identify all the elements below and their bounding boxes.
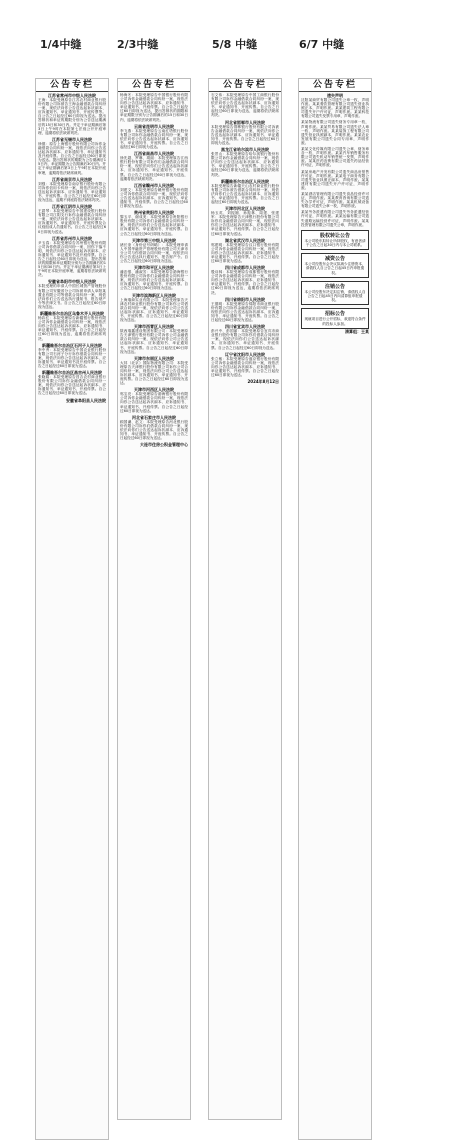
notice-entry [301,93,369,118]
court-name: 湖北省武汉市人民法院 [225,237,265,243]
notice-text: 张晓娟：本院受理原告昌吉农村商业银行股份有限公司诉你金融借款合同纠纷一案，现依法向你公告送达起诉状副本、应诉通知书、举证通知书、开庭传票。自公告之日起经过60日即视为送达。 [38,375,106,396]
notice-text: 徐德：原告上海银行股份有限公司诉你金融借款合同纠纷一案，现依法向你公告送达起诉状副本、应诉通知书、举证通知书及开庭传票。自公告之日起经过60日即视为送达。提出答辩状的期限为公告期满后15日内，举证期限为公告期满后30日内。并定于举证期满后第3日上午9时在本院开庭审理，逾期将依法缺席裁判。 [38,141,106,175]
notice-text: 某某劳务派遣有限公司遗失劳务派遣经营许可证，声明作废。某某运输有限公司遗失道路运输经营许可证，声明作废。某某投资管理有限公司遗失公章，声明作废。 [301,210,369,227]
court-name: 新疆维吾尔自治区昌吉州人民法院 [42,370,102,376]
notice-text: 本院受理原告邯郸银行股份有限公司诉被告金融借款合同纠纷一案，现依法向你公告送达起诉状副本、应诉通知书、举证通知书、开庭传票。自公告之日起经过60日即视为送达。 [211,124,279,145]
notice-entry [120,356,188,386]
signature: 清算组：王某 [345,328,369,334]
notice-entry [120,387,188,412]
column-body [36,92,108,404]
notice-entry [301,192,369,208]
notice-text: 郭建明：本院受理原告汉口银行股份有限公司诉你金融借款合同纠纷一案，现依法向你公告送达起诉状副本、应诉通知书、举证通知书、开庭传票。自公告之日起经过60日即视为送达。 [211,242,279,263]
court-name: 四川省宜宾市人民法院 [225,324,265,330]
column-header: 公告专栏 [209,79,281,92]
notice-entry [38,137,106,175]
gutter-label-6-7: 6/7 中缝 [299,38,345,51]
court-name: 天津市和平区人民法院 [134,265,174,271]
notice-entry [211,265,279,295]
notice-entry [211,324,279,349]
notice-entry [120,415,188,440]
notice-entry [38,204,106,234]
notice-text: 王碧琴：本院受理原告中国建设银行股份有限公司江阴支行诉你金融借款合同纠纷一案，现依法向你公告送达起诉状副本、应诉通知书、举证通知书、开庭传票及合议庭组成人员通知书。自公告之日起经过60日即视为送达。 [38,209,106,234]
ad-title: 招标公告 [324,311,345,318]
notice-entry [211,93,279,118]
notice-text: 杨海冬：本院受理原告中国银行股份有限公司诉你金融借款合同纠纷一案，现依法向你公告送达起诉状副本、应诉通知书、举证通知书、开庭传票。自公告之日起经过60日即视为送达，提出答辩状的期限和举证期限分别为公告期满后的15日和30日内，逾期将依法缺席判决。 [120,93,188,122]
notice-text: 黎玉平、谢成美：本院受理原告贵阳银行股份有限公司诉你们金融借款合同纠纷一案，现依法向你们公告送达起诉状副本、应诉通知书、举证通知书、开庭传票。自公告之日起经过60日即视为送达。 [120,215,188,236]
column-header: 公告专栏 [118,79,190,92]
notice-entry [211,352,279,377]
notice-text: 李中秀：本院受理原告中国农业银行股份有限公司石河子分行诉你借款合同纠纷一案，现依法向你公告送达起诉状副本、应诉通知书、举证通知书及开庭传票。自公告之日起经过60日即视为送达。 [38,347,106,368]
court-name: 江苏省常州市中级人民法院 [48,93,96,98]
notice-entry [120,183,188,208]
notice-entry [211,238,279,263]
gutter-column-1-4 [35,78,109,1140]
notice-text: 褚长奎（身份证号码略）：本院受理申请人中国华融资产管理股份有限公司天津市分公司与你借款合同纠纷一案，现依法向你公告送达执行通知书、报告财产令。自公告之日起经过60日即视为送达。 [120,242,188,263]
ad-box [301,308,369,328]
notice-text: 某某房地产开发有限公司遗失商品房预售许可证，声明作废。某某电子商务有限公司遗失营业执照正副本，声明作废。某某建材有限公司遗失开户许可证，声明作废。 [301,169,369,190]
court-name: 新疆维吾尔自治区人民法院 [221,178,269,184]
ad-text: 本公司经股东会决议拟减少注册资本，请债权人自公告之日起45日内申报债权。 [304,262,366,275]
court-name: 四川省成都市人民法院 [225,265,265,271]
court-name: 遗失声明 [327,93,343,98]
notice-entry [38,279,106,309]
notice-text: 张景山：本院受理原告哈尔滨银行股份有限公司诉你金融借款合同纠纷一案，现依法向你公告送达起诉状副本、应诉通知书、举证通知书、开庭传票。自公告之日起经过60日即视为送达，逾期将依法缺席判决。 [211,152,279,177]
court-name: 新疆维吾尔自治区石河子人民法院 [42,342,102,348]
column-body [299,92,371,335]
notice-entry [301,120,369,145]
notice-text: 王海：本院受理原告江苏农村商业银行股份有限公司诉被告王海金融借款合同纠纷一案，现依法向你公告送达起诉状副本、应诉通知书、举证通知书、开庭传票等。自公告之日起经过60日即视为送达。提出答辩状和举证的期限分别为公告送达期满后的15日和30日内。并定于举证期满后第3日上午9时在本院第七法庭公开开庭审理，逾期将依法缺席判决。 [38,98,106,135]
court-name: 天津市滨海新区人民法院 [132,292,176,298]
ad-box [301,281,369,306]
notice-entry [211,120,279,145]
notice-entry [211,297,279,322]
gutter-label-2-3: 2/3中缝 [117,38,159,51]
column-header: 公告专栏 [299,79,371,92]
notice-text: 石文伟：本院受理原告中国工商银行股份有限公司诉你金融借款合同纠纷一案，现依法向你公告送达起诉状副本、应诉通知书、举证通知书、开庭传票。自公告之日起经过60日即视为送达，逾期将依法缺席判决。 [211,93,279,118]
notice-entry [120,238,188,263]
court-name: 云南省昆明市人民法院 [134,123,174,129]
court-name: 天津市第三中级人民法院 [132,237,176,243]
notice-entry [120,265,188,290]
signature: 安徽省阜阳县人民法院 [66,397,106,403]
court-name: 天津市西青区人民法院 [134,324,174,330]
ad-box [301,230,369,250]
notice-entry [301,170,369,190]
notice-entry [38,236,106,278]
notice-text: 陕西瑞鑫建设集团有限公司：本院受理原告天津银行股份有限公司诉你公司金融借款合同纠纷一案，现依法向你公司公告送达起诉状副本、应诉通知书、举证通知书、开庭传票。自公告之日起经过60日即视为送达。 [120,329,188,354]
notice-text: 某某文化传媒有限公司遗失公章、财务章各一枚，声明作废。某某汽车销售服务有限公司遗失机动车销售统一发票，声明作废。某某医药连锁有限公司遗失药品经营许可证，声明作废。 [301,147,369,168]
gutter-column-5-8 [208,78,282,1120]
notice-entry [211,147,279,177]
ad-text: 现就项目进行公开招标，欢迎符合条件的投标人参加。 [304,317,366,326]
court-name: 江苏省江阴市人民法院 [52,204,92,210]
notice-text: 尹玉春：本院受理原告苏州银行股份有限公司诉你借款合同纠纷一案，因你下落不明，现依法向你公告送达起诉状副本、应诉通知书、举证通知书及开庭传票。自公告之日起经过60日即视为送达，提出答辩状的期限和举证期限分别为公告期满后的15日和30日内。并定于举证期满后第3日上午9时在本院开庭审理，逾期将依法缺席判决。 [38,240,106,278]
court-name: 江苏省无锡市人民法院 [52,136,92,142]
notice-text: 某某酒店管理有限公司遗失食品经营许可证，声明作废。某某教育咨询有限公司遗失办学许可证，声明作废。某某机械设备有限公司遗失公章一枚，声明作废。 [301,191,369,209]
notice-text: 杨玉英、刘振刚、孙振林、周建、张建军：本院受理原告天津银行股份有限公司诉你们金融借款合同纠纷一案，现依法向你们公告送达起诉状副本、应诉通知书、举证通知书、开庭传票。自公告之日起经过60日即视为送达。 [211,211,279,236]
gutter-column-6-7 [298,78,372,1140]
court-name: 江苏省南京市人民法院 [52,176,92,182]
court-name: 江西省南昌市人民法院 [134,151,174,157]
notice-text: 彭兴中、彭国丽：本院受理原告宜宾市商业银行股份有限公司诉你们借款合同纠纷一案，现依法向你们公告送达起诉状副本、应诉通知书、举证通知书、开庭传票。自公告之日起经过60日即视为送达。 [211,329,279,350]
notice-entry [38,93,106,135]
ad-title: 股权转让公告 [319,232,350,239]
ad-text: 本公司股东拟转让所持股权，有意者请于公告之日起30日内与本公司联系。 [304,238,366,247]
notice-text: 本院受理的申请人中国长城资产管理股份有限公司安徽省分公司诉被申请人阜阳某置业有限公司等借款合同纠纷一案，现依法向你们公告送达执行通知书、报告财产令等法律文书。自公告之日起经过60日即视为送达。 [38,284,106,309]
ad-title: 减资公告 [324,256,345,263]
notice-entry [120,124,188,149]
notice-text: 刘建文：本院受理原告赣州银行股份有限公司诉你借款合同纠纷一案，现依法向你公告送达起诉状副本、应诉通知书、举证通知书、开庭传票。自公告之日起经过60日即视为送达。 [120,187,188,209]
notice-entry [38,177,106,202]
court-name: 江西省赣州市人民法院 [134,182,174,188]
notice-text: 郭宝亮：本院受理原告渤海银行股份有限公司诉你金融借款合同纠纷一案，现依法向你公告送达起诉状副本、应诉通知书、举证通知书、开庭传票。自公告之日起经过60日即视为送达。 [120,392,188,413]
ad-title: 注销公告 [324,283,345,290]
notice-entry [301,147,369,167]
column-body [209,92,281,385]
notice-entry [38,343,106,368]
ad-text: 本公司经股东决定拟注销，请债权人自公告之日起45日内向清算组申报债权。 [304,289,366,303]
notice-entry [120,210,188,235]
court-name: 新疆维吾尔自治区乌鲁木齐人民法院 [40,311,104,317]
court-name: 天津市河北区人民法院 [225,206,265,212]
signature: 大连市住房公积金管理中心 [140,442,188,448]
court-name: 河北省邯郸市人民法院 [225,119,265,125]
column-header: 公告专栏 [36,79,108,92]
notice-text: 大邦（北京）国际物流有限公司：本院受理原告天津银行股份有限公司诉你公司合同纠纷一案，现依法向你公司公告送达起诉状副本、应诉通知书、举证通知书、开庭传票。自公告之日起经过60日即视为送达。 [120,360,188,386]
gutter-label-1-4: 1/4中缝 [40,38,82,51]
notice-text: 殷诗林：本院受理原告成都银行股份有限公司诉你金融借款合同纠纷一案，现依法向你公告送达起诉状副本、应诉通知书、举证通知书、开庭传票。自公告之日起经过60日即视为送达，逾期将依法缺席判决。 [211,270,279,295]
notice-text: 王德明：本院受理原告绵阳市商业银行股份有限公司诉你金融借款合同纠纷一案，现依法向你公告送达起诉状副本、应诉通知书、举证通知书、开庭传票。自公告之日起经过60日即视为送达。 [211,301,279,323]
notice-entry [211,206,279,236]
notice-text: 刘强：本院受理原告南京银行股份有限公司诉你信用卡纠纷一案，现依法向你公告送达起诉状副本、应诉通知书、举证通知书、开庭传票。自公告之日起经过60日即视为送达，逾期不到庭将依法缺席判决。 [38,181,106,202]
notice-text: 潘忠强、潘淑芳：本院受理原告渤海银行股份有限公司诉你们金融借款合同纠纷一案，现依法向你们公告送达起诉状副本、应诉通知书、举证通知书、开庭传票。自公告之日起经过60日即视为送达。 [120,270,188,291]
notice-text: 顾国谦、赵文：本院受理原告河北银行股份有限公司诉你们借款合同纠纷一案，现依法向你们公告送达起诉状副本、应诉通知书、举证通知书、开庭传票。自公告之日起经过60日即视为送达。 [120,419,188,441]
notice-entry [301,210,369,226]
notice-entry [211,179,279,204]
court-name: 河北省石家庄市人民法院 [132,414,176,420]
court-name: 安徽省阜阳市中级人民法院 [48,279,96,285]
gutter-column-2-3 [117,78,191,1120]
notice-text: 徐先超、罗琳、胡丽：本院受理原告江西银行股份有限公司诉你们金融借款合同纠纷一案，现依法向你们公告送达起诉状副本、应诉通知书、举证通知书、开庭传票。自公告之日起经过60日即视为送达，逾期将依法缺席判决。 [120,156,188,181]
notice-text: 某某物流有限公司遗失财务专用章一枚，声明作废。某某贸易有限公司遗失法人章一枚，声明作废。某某装饰工程有限公司遗失营业执照副本，声明作废。某某农业发展有限公司遗失合同专用章，声明作废。 [301,120,369,145]
signature: 2024年8月12日 [247,379,279,385]
column-body [118,92,190,448]
court-name: 天津市河西区人民法院 [134,387,174,393]
notice-text: 李飞燕：本院受理原告云南红塔银行股份有限公司诉你金融借款合同纠纷一案，现依法向你公告送达起诉状副本、应诉通知书、举证通知书、开庭传票。自公告之日起经过60日即视为送达。 [120,128,188,150]
court-name: 江苏省苏州市人民法院 [52,235,92,241]
court-name: 贵州省贵阳市人民法院 [134,210,174,216]
notice-text: 杨彩红：本院受理原告新疆银行股份有限公司诉你金融借款合同纠纷一案，现依法向你公告送达起诉状副本、应诉通知书、举证通知书、开庭传票。自公告之日起经过60日即视为送达，逾期将依法缺席判决。 [38,316,106,341]
ad-box [301,253,369,278]
notice-entry [120,324,188,354]
court-name: 天津市东丽区人民法院 [134,355,174,361]
notice-text: 沈阳某商贸有限公司遗失公章一枚，声明作废。某某餐饮管理有限公司遗失营业执照正本，声明作废。某某建筑工程有限公司遗失开户许可证，声明作废。某某科技有限公司遗失发票专用章，声明作废。 [301,98,369,119]
notice-text: 上海瑞商实业有限公司：本院受理原告天津农村商业银行股份有限公司诉你公司借款合同纠纷一案，现依法向你公司公告送达起诉状副本、应诉通知书、举证通知书、开庭传票。自公告之日起经过60日即视为送达。 [120,297,188,323]
gutter-label-5-8: 5/8 中缝 [212,38,258,51]
court-name: 辽宁省沈阳市人民法院 [225,351,265,357]
notice-entry [120,293,188,323]
notice-text: 张立敏：本院受理原告盛京银行股份有限公司诉你金融借款合同纠纷一案，现依法向你公告送达起诉状副本、应诉通知书、举证通知书、开庭传票。自公告之日起经过60日即视为送达。 [211,356,279,377]
notice-entry [120,151,188,181]
notice-entry [38,311,106,341]
notice-text: 本院受理原告新疆天山农村商业银行股份有限公司诉被告借款合同纠纷一案，现依法向你们公告送达起诉状副本、应诉通知书、举证通知书、开庭传票。自公告之日起经过60日即视为送达。 [211,183,279,204]
notice-entry [120,93,188,122]
court-name: 四川省绵阳市人民法院 [225,296,265,302]
notice-entry [38,370,106,395]
court-name: 黑龙江省哈尔滨市人民法院 [221,147,269,153]
